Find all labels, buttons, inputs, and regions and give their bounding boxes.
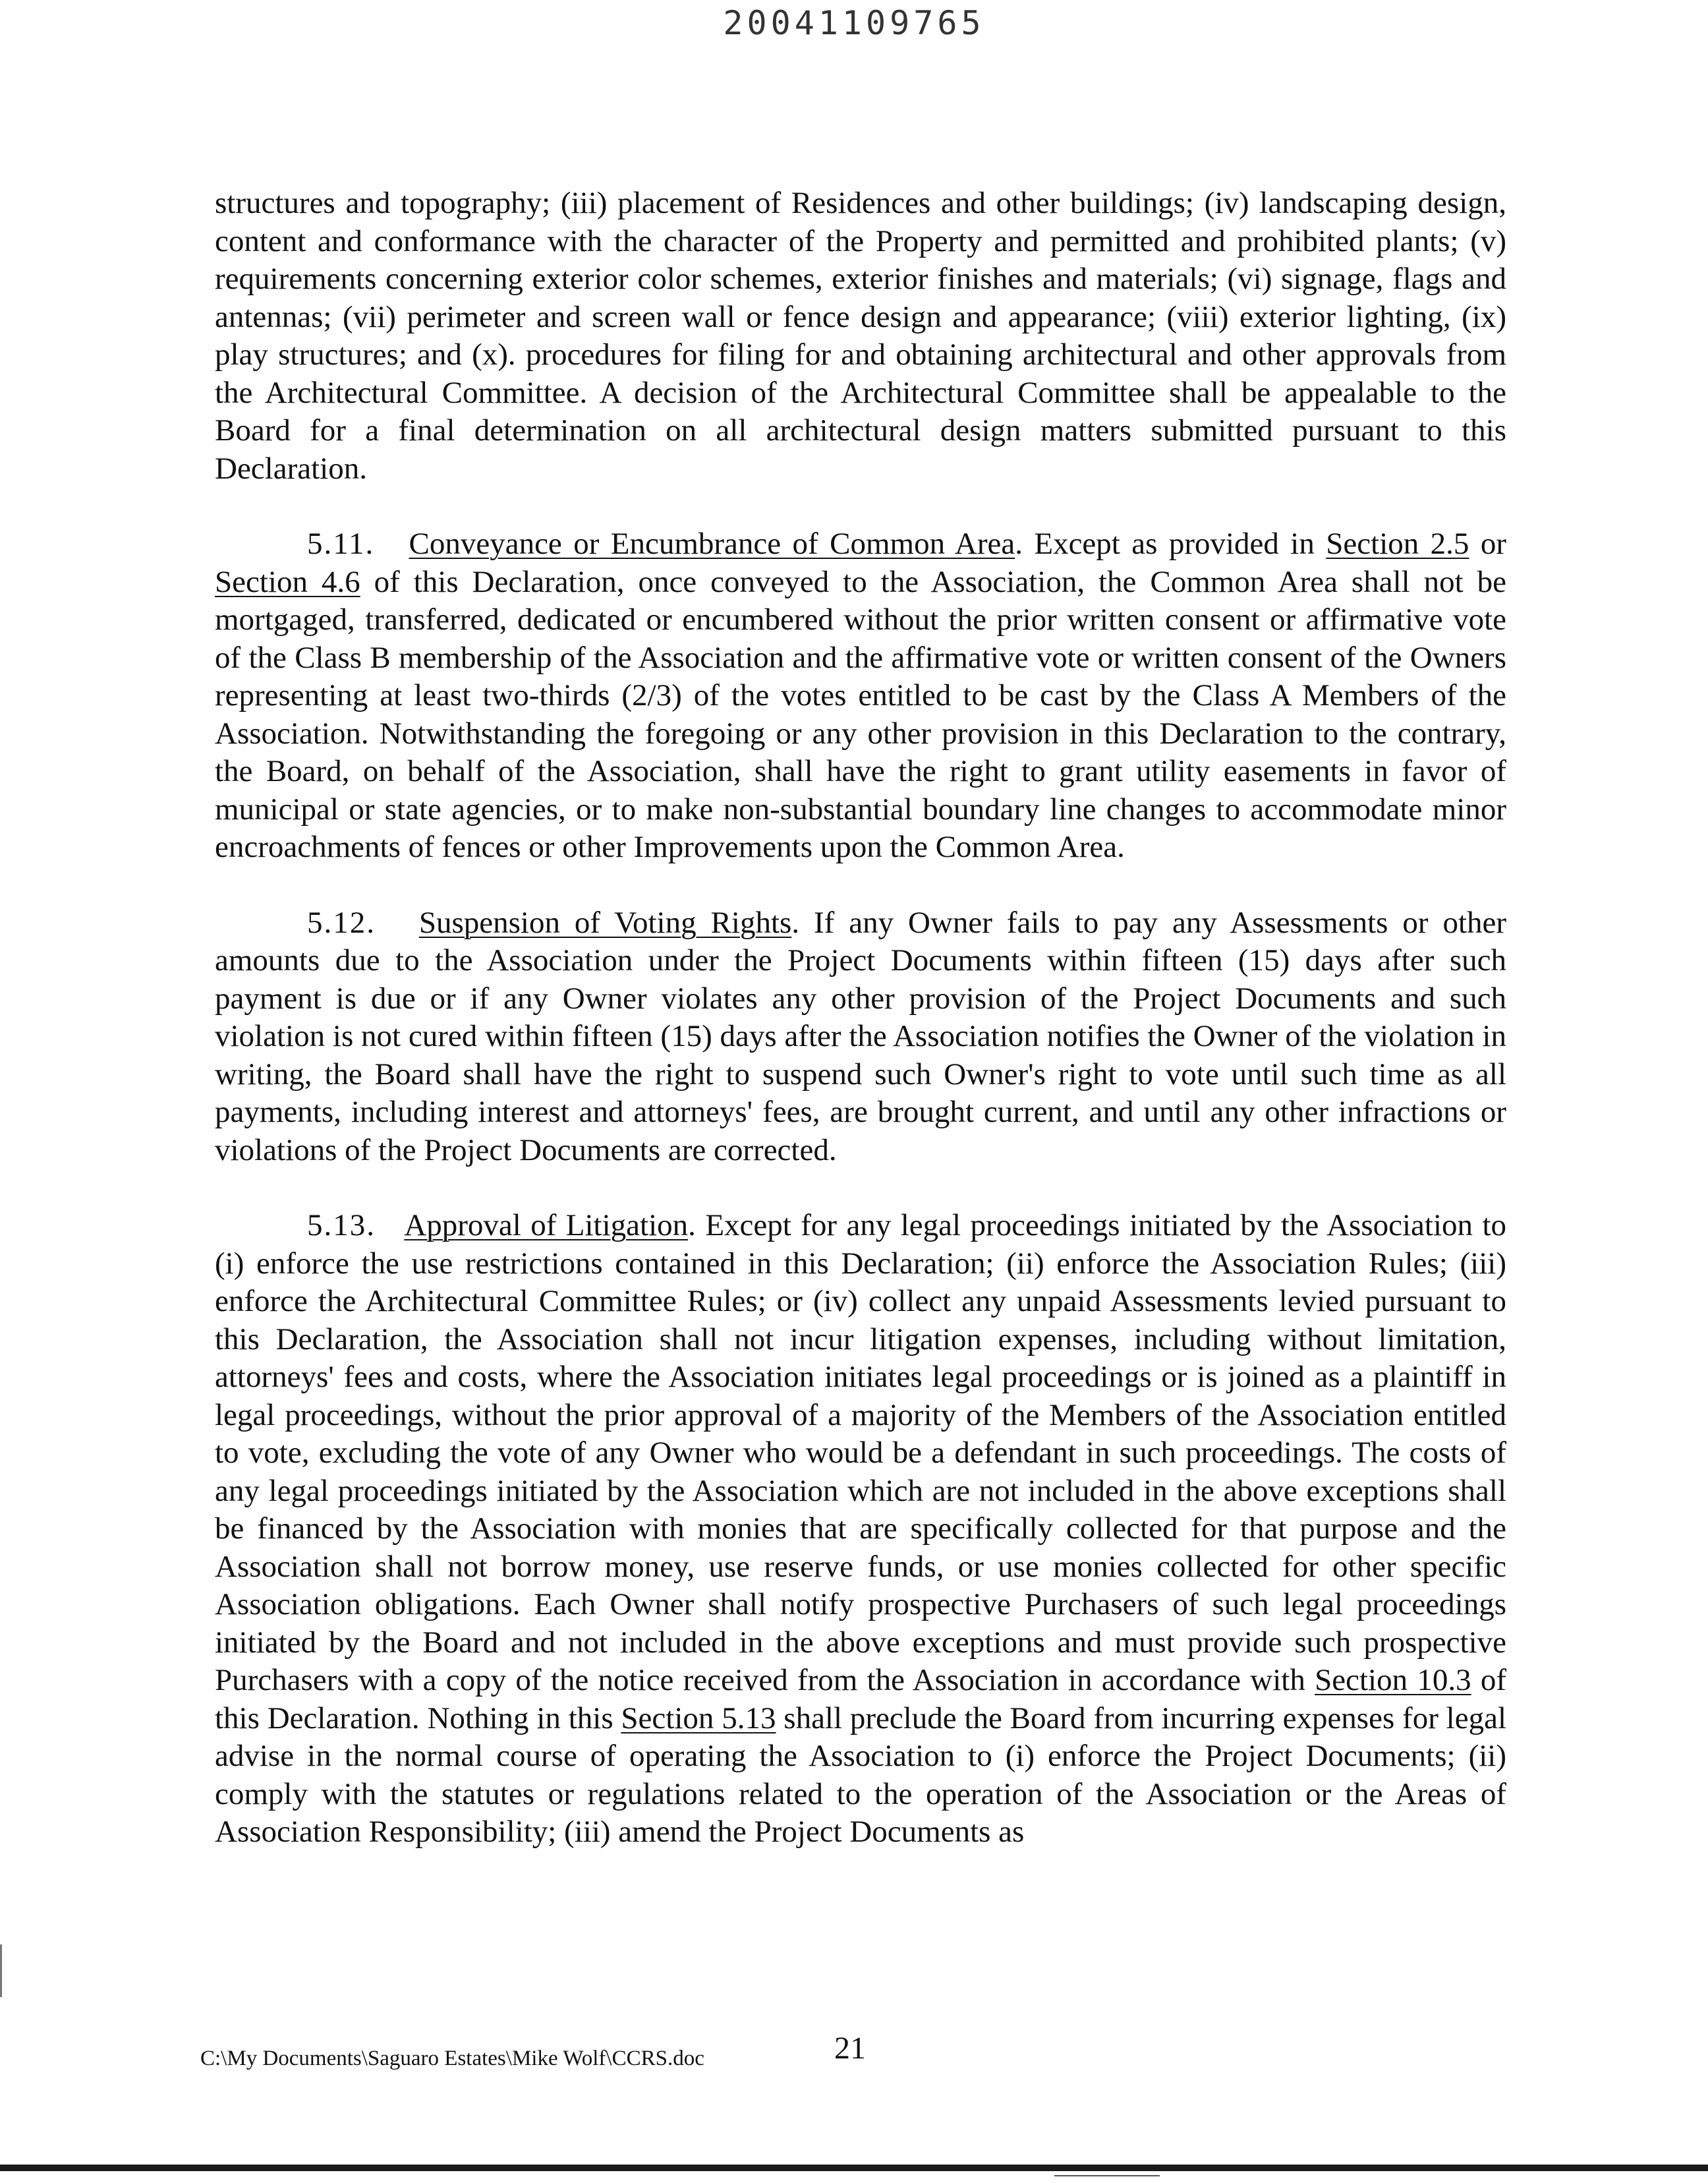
section-number: 5.11.: [307, 527, 375, 561]
section-reference: Section 2.5: [1326, 527, 1469, 561]
scan-bottom-edge-thin: [1054, 2175, 1160, 2176]
page-number: 21: [834, 2031, 866, 2066]
document-body: [215, 185, 1506, 1851]
section-reference: Section 5.13: [621, 1701, 776, 1735]
paragraph-continuation: structures and topography; (iii) placement of Residences and other buildings; (iv) landscaping design, content and conformance with the character of the Property and permitted and prohibited plants; (v) requirements concerning exterior color schemes, exterior finishes and materials; (vi) signage, flags and antennas; (vii) perimeter and screen wall or fence design and appearance; (viii) exterior lighting, (ix) play structures; and (x). procedures for filing for and obtaining architectural and other approvals from the Architectural Committee. A decision of the Architectural Committee shall be appealable to the Board for a final determination on all architectural design matters submitted pursuant to this Declaration.: [215, 186, 1506, 486]
section-text: . If any Owner fails to pay any Assessments or other amounts due to the Association under the Project Documents within fifteen (15) days after such payment is due or if any Owner violates any other provision of the Project Documents and such violation is not cured within fifteen (15) days after the Association notifies the Owner of the violation in writing, the Board shall have the right to suspend such Owner's right to vote until such time as all payments, including interest and attorneys' fees, are brought current, and until any other infractions or violations of the Project Documents are corrected.: [215, 905, 1507, 1167]
section-reference: Section 10.3: [1315, 1663, 1471, 1697]
section-5-11: [215, 525, 1506, 867]
section-5-12: [215, 904, 1506, 1170]
scan-bottom-edge: [0, 2165, 1708, 2171]
section-reference: Section 4.6: [215, 564, 360, 599]
scan-edge-mark: [0, 1944, 2, 1997]
section-number: 5.12.: [307, 905, 376, 940]
section-heading: Suspension of Voting Rights: [418, 905, 792, 940]
section-heading: Conveyance or Encumbrance of Common Area: [409, 527, 1015, 561]
section-text: . Except for any legal proceedings initiated by the Association to (i) enforce the use restrictions contained in this Declaration; (ii) enforce the Association Rules; (iii) enforce the Architectural Committee Rules; or (iv) collect any unpaid Assessments levied pursuant to this Declaration, the Association shall not incur litigation expenses, including without limitation, attorneys' fees and costs, where the Association initiates legal proceedings or is joined as a plaintiff in legal proceedings, without the prior approval of a majority of the Members of the Association entitled to vote, excluding the vote of any Owner who would be a defendant in such proceedings. The costs of any legal proceedings initiated by the Association which are not included in the above exceptions shall be financed by the Association with monies that are specifically collected for that purpose and the Association shall not borrow money, use reserve funds, or use monies collected for other specific Association obligations. Each Owner shall notify prospective Purchasers of such legal proceedings initiated by the Board and not included in the above exceptions and must provide such prospective Purchasers with a copy of the notice received from the Association in accordance with: [215, 1208, 1506, 1697]
footer-file-path: C:\My Documents\Saguaro Estates\Mike Wolf\CCRS.doc: [200, 2047, 704, 2070]
document-number-stamp: 20041109765: [723, 4, 985, 42]
section-text: shall preclude the Board from incurring expenses for legal advise in the normal course of operating the Association to (i) enforce the Project Documents; (ii) comply with the statutes or regulations related to the operation of the Association or the Areas of Association Responsibility; (iii) amend the Project Documents as: [215, 1701, 1506, 1849]
section-5-13: [215, 1207, 1506, 1851]
section-text: of this Declaration, once conveyed to the Association, the Common Area shall not be mortgaged, transferred, dedicated or encumbered without the prior written consent or affirmative vote of the Class B membership of the Association and the affirmative vote or written consent of the Owners representing at least two-thirds (2/3) of the votes entitled to be cast by the Class A Members of the Association. Notwithstanding the foregoing or any other provision in this Declaration to the contrary, the Board, on behalf of the Association, shall have the right to grant utility easements in favor of municipal or state agencies, or to make non-substantial boundary line changes to accommodate minor encroachments of fences or other Improvements upon the Common Area.: [215, 564, 1506, 864]
section-text: of this Declaration. Nothing in this: [215, 1663, 1507, 1735]
section-text: . Except as provided in: [1015, 527, 1326, 561]
section-text: or: [1469, 527, 1506, 561]
section-heading: Approval of Litigation: [404, 1208, 689, 1242]
section-number: 5.13.: [307, 1208, 376, 1242]
